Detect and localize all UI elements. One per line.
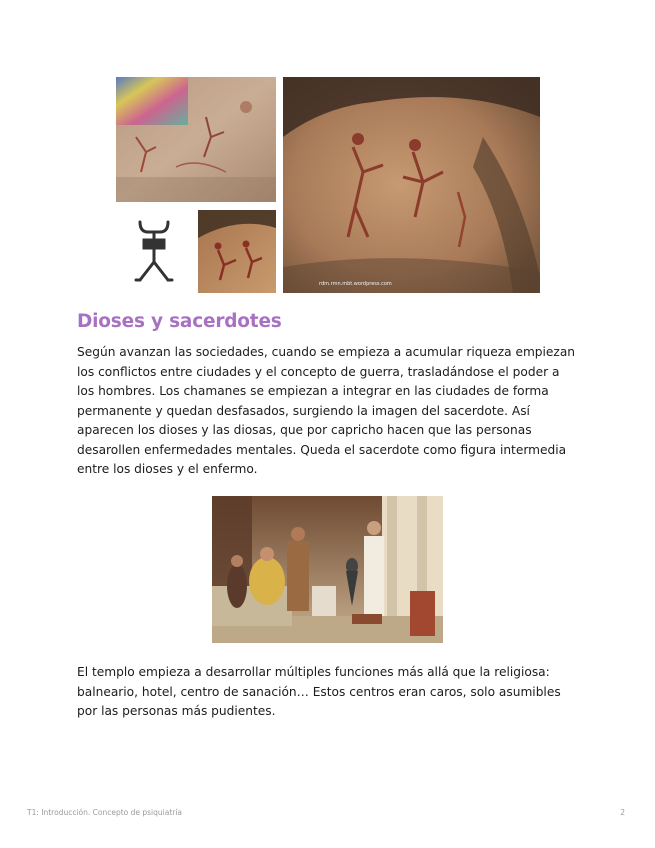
human-figure-glyph — [116, 210, 192, 293]
paragraph-line: permanente y quedan desfasados, surgiendo la imagen del sacerdote. Así — [77, 403, 530, 418]
image-watermark: rdm.rmn.mbt.wordpress.com — [319, 281, 392, 287]
paragraph-line: los conflictos entre ciudades y el concepto de guerra, trasladándose el poder a — [77, 364, 560, 379]
footer-page-number: 2 — [620, 808, 625, 817]
footer-document-title: T1: Introducción. Concepto de psiquiatría — [27, 808, 183, 817]
paragraph-gods-priests — [77, 343, 582, 480]
paragraph-line: balneario, hotel, centro de sanación… Estos centros eran caros, solo asumibles — [77, 684, 561, 699]
paragraph-line: por las personas más pudientes. — [77, 704, 276, 718]
paragraph-line: los hombres. Los chamanes se empiezan a integrar en las ciudades de forma — [77, 384, 549, 398]
section-title: Dioses y sacerdotes — [77, 311, 282, 332]
paragraph-temple — [77, 663, 577, 722]
paragraph-line: aparecen los dioses y las diosas, que por capricho hacen que las personas — [77, 423, 532, 437]
temple-painting-image — [212, 496, 443, 643]
paragraph-line: Según avanzan las sociedades, cuando se empieza a acumular riqueza empiezan — [77, 345, 576, 359]
rock-art-image-small — [198, 210, 276, 293]
rock-art-image-top — [116, 77, 276, 202]
paragraph-line: desarollen enfermedades mentales. Queda el sacerdote como figura intermedia — [77, 442, 567, 457]
paragraph-line: entre los dioses y el enfermo. — [77, 462, 258, 476]
rock-art-image-large — [283, 77, 540, 293]
paragraph-line: El templo empieza a desarrollar múltiples funciones más allá que la religiosa: — [77, 665, 550, 679]
